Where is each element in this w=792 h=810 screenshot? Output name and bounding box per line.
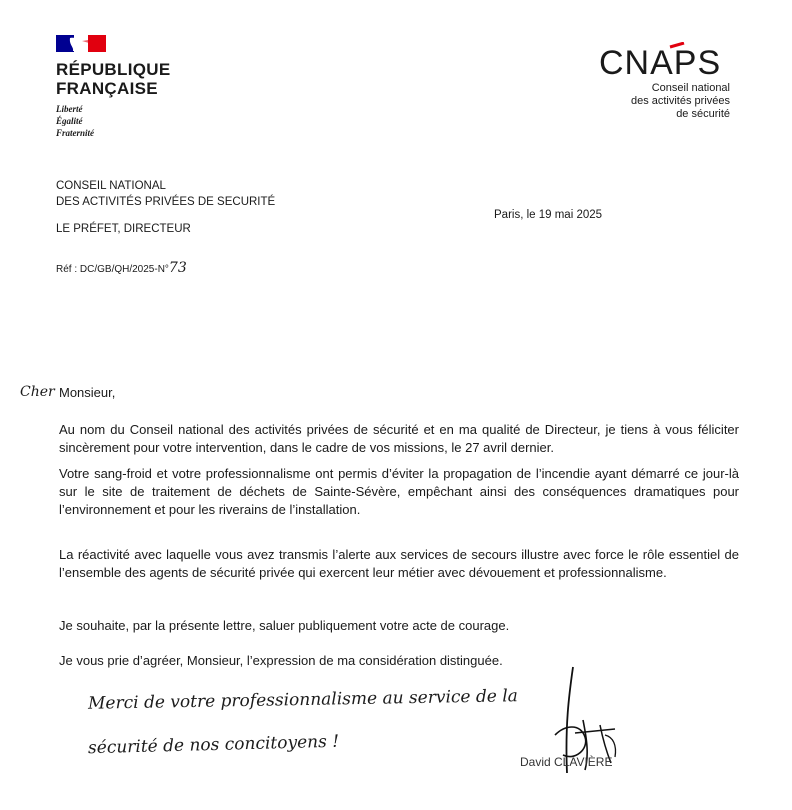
paragraph-2: Votre sang-froid et votre professionnalisme ont permis d’éviter la propagation de l’incendie ayant démarré ce jour-là sur le site de traitement de déchets de Sainte-Sévère, empêchant ainsi des conséquences dramatiques pour l’environnement et pour les riverains de l’installation. — [59, 466, 739, 517]
republic-line-1: RÉPUBLIQUE — [56, 60, 171, 79]
sender-organization — [56, 178, 275, 210]
salutation: Monsieur, — [59, 385, 116, 400]
reference-prefix: Réf : DC/GB/QH/2025-N° — [56, 264, 169, 275]
republic-motto — [56, 103, 94, 139]
handwritten-salutation: Cher — [20, 384, 55, 400]
paragraph-5: Je vous prie d’agréer, Monsieur, l’expression de ma considération distinguée. — [59, 653, 503, 668]
reference-number — [56, 260, 187, 276]
republique-francaise-wordmark — [56, 60, 170, 98]
cnaps-subtitle-line-1: Conseil national — [651, 82, 730, 94]
reference-handwritten-number: 73 — [168, 260, 187, 276]
french-flag-marianne-logo — [56, 35, 106, 52]
handwritten-note-line-1: Merci de votre professionnalisme au service de la — [87, 686, 518, 714]
cnaps-subtitle — [631, 82, 730, 121]
cnaps-logo-text: CNAPS — [599, 44, 722, 82]
republic-line-2: FRANÇAISE — [56, 79, 158, 98]
org-line-2: DES ACTIVITÉS PRIVÉES DE SECURITÉ — [56, 196, 276, 208]
handwritten-note-line-2: sécurité de nos concitoyens ! — [87, 731, 340, 759]
org-line-1: CONSEIL NATIONAL — [56, 180, 166, 192]
signer-name: David CLAVIÈRE — [520, 755, 613, 769]
motto-liberte: Liberté — [56, 104, 83, 114]
sender-title: LE PRÉFET, DIRECTEUR — [56, 223, 191, 235]
cnaps-logo — [599, 42, 731, 82]
paragraph-3: La réactivité avec laquelle vous avez transmis l’alerte aux services de secours illustre avec force le rôle essentiel de l’ensemble des agents de sécurité privée qui exercent leur métier avec dévouement et professionnalisme. — [59, 547, 739, 580]
motto-egalite: Égalité — [56, 116, 83, 126]
motto-fraternite: Fraternité — [56, 128, 95, 138]
paragraph-1: Au nom du Conseil national des activités privées de sécurité et en ma qualité de Directeur, je tiens à vous féliciter sincèrement pour votre intervention, dans le cadre de vos missions, le 27 avril dernier. — [59, 422, 739, 455]
cnaps-subtitle-line-3: de sécurité — [676, 108, 730, 120]
paragraph-4: Je souhaite, par la présente lettre, saluer publiquement votre acte de courage. — [59, 618, 510, 633]
cnaps-subtitle-line-2: des activités privées — [630, 95, 730, 107]
letter-date: Paris, le 19 mai 2025 — [494, 209, 603, 221]
